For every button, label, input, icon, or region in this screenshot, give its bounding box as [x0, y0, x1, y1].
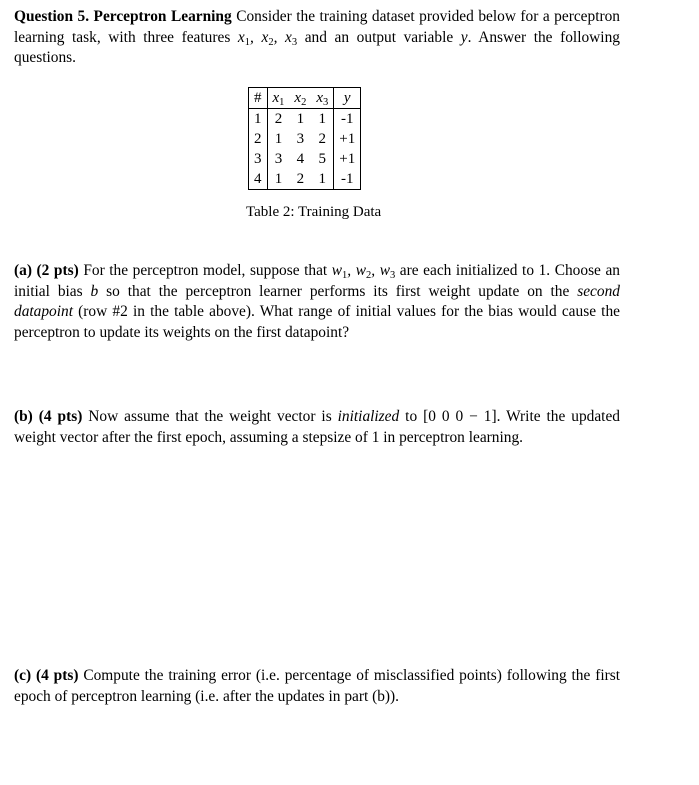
cell-x3: 1: [311, 109, 333, 130]
part-b-text-1: Now assume that the weight vector is: [82, 408, 338, 425]
weight-list: $w_1$, $w_2$, $w_3$: [331, 262, 396, 281]
part-b-emphasis: initialized: [337, 408, 400, 425]
table-row: [249, 109, 361, 130]
part-a-text-1: For the perceptron model, suppose that: [78, 262, 332, 279]
cell-y: +1: [339, 130, 356, 147]
table-row: [249, 129, 361, 149]
table-row: [249, 169, 361, 190]
question-label: Question 5.: [14, 8, 90, 25]
intro-text-1: Consider the training dataset provided below for a perceptron learning task, with three features: [14, 8, 620, 46]
part-a-emphasis: second datapoint: [14, 282, 620, 320]
feature-list: $x_1$, $x_2$, $x_3$: [237, 28, 298, 48]
intro-text-3: . Answer the following questions.: [14, 28, 620, 66]
header-index: #: [249, 88, 268, 109]
part-b-label: (b) (4 pts): [14, 408, 83, 425]
header-x3: $x_3$: [311, 88, 333, 109]
table-header-row: [249, 88, 361, 109]
part-a: [14, 261, 620, 343]
cell-x3: 5: [311, 149, 333, 169]
part-b-text-3: . Write the updated weight vector after the first epoch, assuming a stepsize of 1 in perceptron learning.: [14, 408, 620, 446]
part-b: [14, 407, 620, 448]
part-c-text-1: Compute the training error (i.e. percentage of misclassified points) following the first epoch of perceptron learning (i.e. after the updates in part (b)).: [14, 667, 620, 705]
header-y: y: [334, 88, 361, 109]
part-c: [14, 666, 620, 707]
bias-symbol: b: [90, 282, 99, 300]
intro-text-2: and an output variable: [297, 28, 461, 46]
cell-index: 3: [249, 149, 268, 169]
part-a-text-2: are each initialized to 1. Choose an initial bias: [14, 262, 620, 300]
cell-x1: 3: [274, 150, 283, 167]
output-variable: y: [460, 28, 468, 46]
cell-index: 4: [249, 169, 268, 190]
header-x1: $x_1$: [267, 88, 289, 109]
part-b-text-2: to: [399, 408, 424, 425]
cell-x2: 2: [296, 170, 305, 187]
question-intro: [14, 7, 620, 69]
table-row: [249, 149, 361, 169]
training-data-table: [248, 87, 361, 190]
cell-y: +1: [339, 150, 356, 167]
part-a-text-3: so that the perceptron learner performs its first weight update on the: [98, 282, 578, 300]
header-x2: $x_2$: [289, 88, 311, 109]
cell-x3: 2: [311, 129, 333, 149]
cell-x1: 1: [274, 130, 283, 147]
cell-x2: 4: [296, 150, 305, 167]
weight-vector: [0 0 0 − 1]: [423, 408, 497, 425]
cell-x2: 1: [296, 110, 305, 127]
part-a-label: (a) (2 pts): [14, 262, 79, 279]
cell-index: 2: [249, 129, 268, 149]
cell-x3: 1: [311, 169, 333, 190]
part-c-label: (c) (4 pts): [14, 667, 79, 684]
part-a-text-4: (row #2 in the table above). What range of initial values for the bias would cause the perceptron to update its weights on the first datapoint?: [14, 303, 620, 341]
cell-x1: 1: [274, 170, 283, 187]
cell-index: 1: [249, 109, 268, 130]
cell-x2: 3: [296, 130, 305, 147]
cell-x1: 2: [274, 110, 283, 127]
question-title: Perceptron Learning: [93, 8, 232, 25]
cell-y: -1: [341, 170, 354, 187]
table-caption: Table 2: Training Data: [246, 204, 382, 220]
cell-y: -1: [341, 110, 354, 127]
